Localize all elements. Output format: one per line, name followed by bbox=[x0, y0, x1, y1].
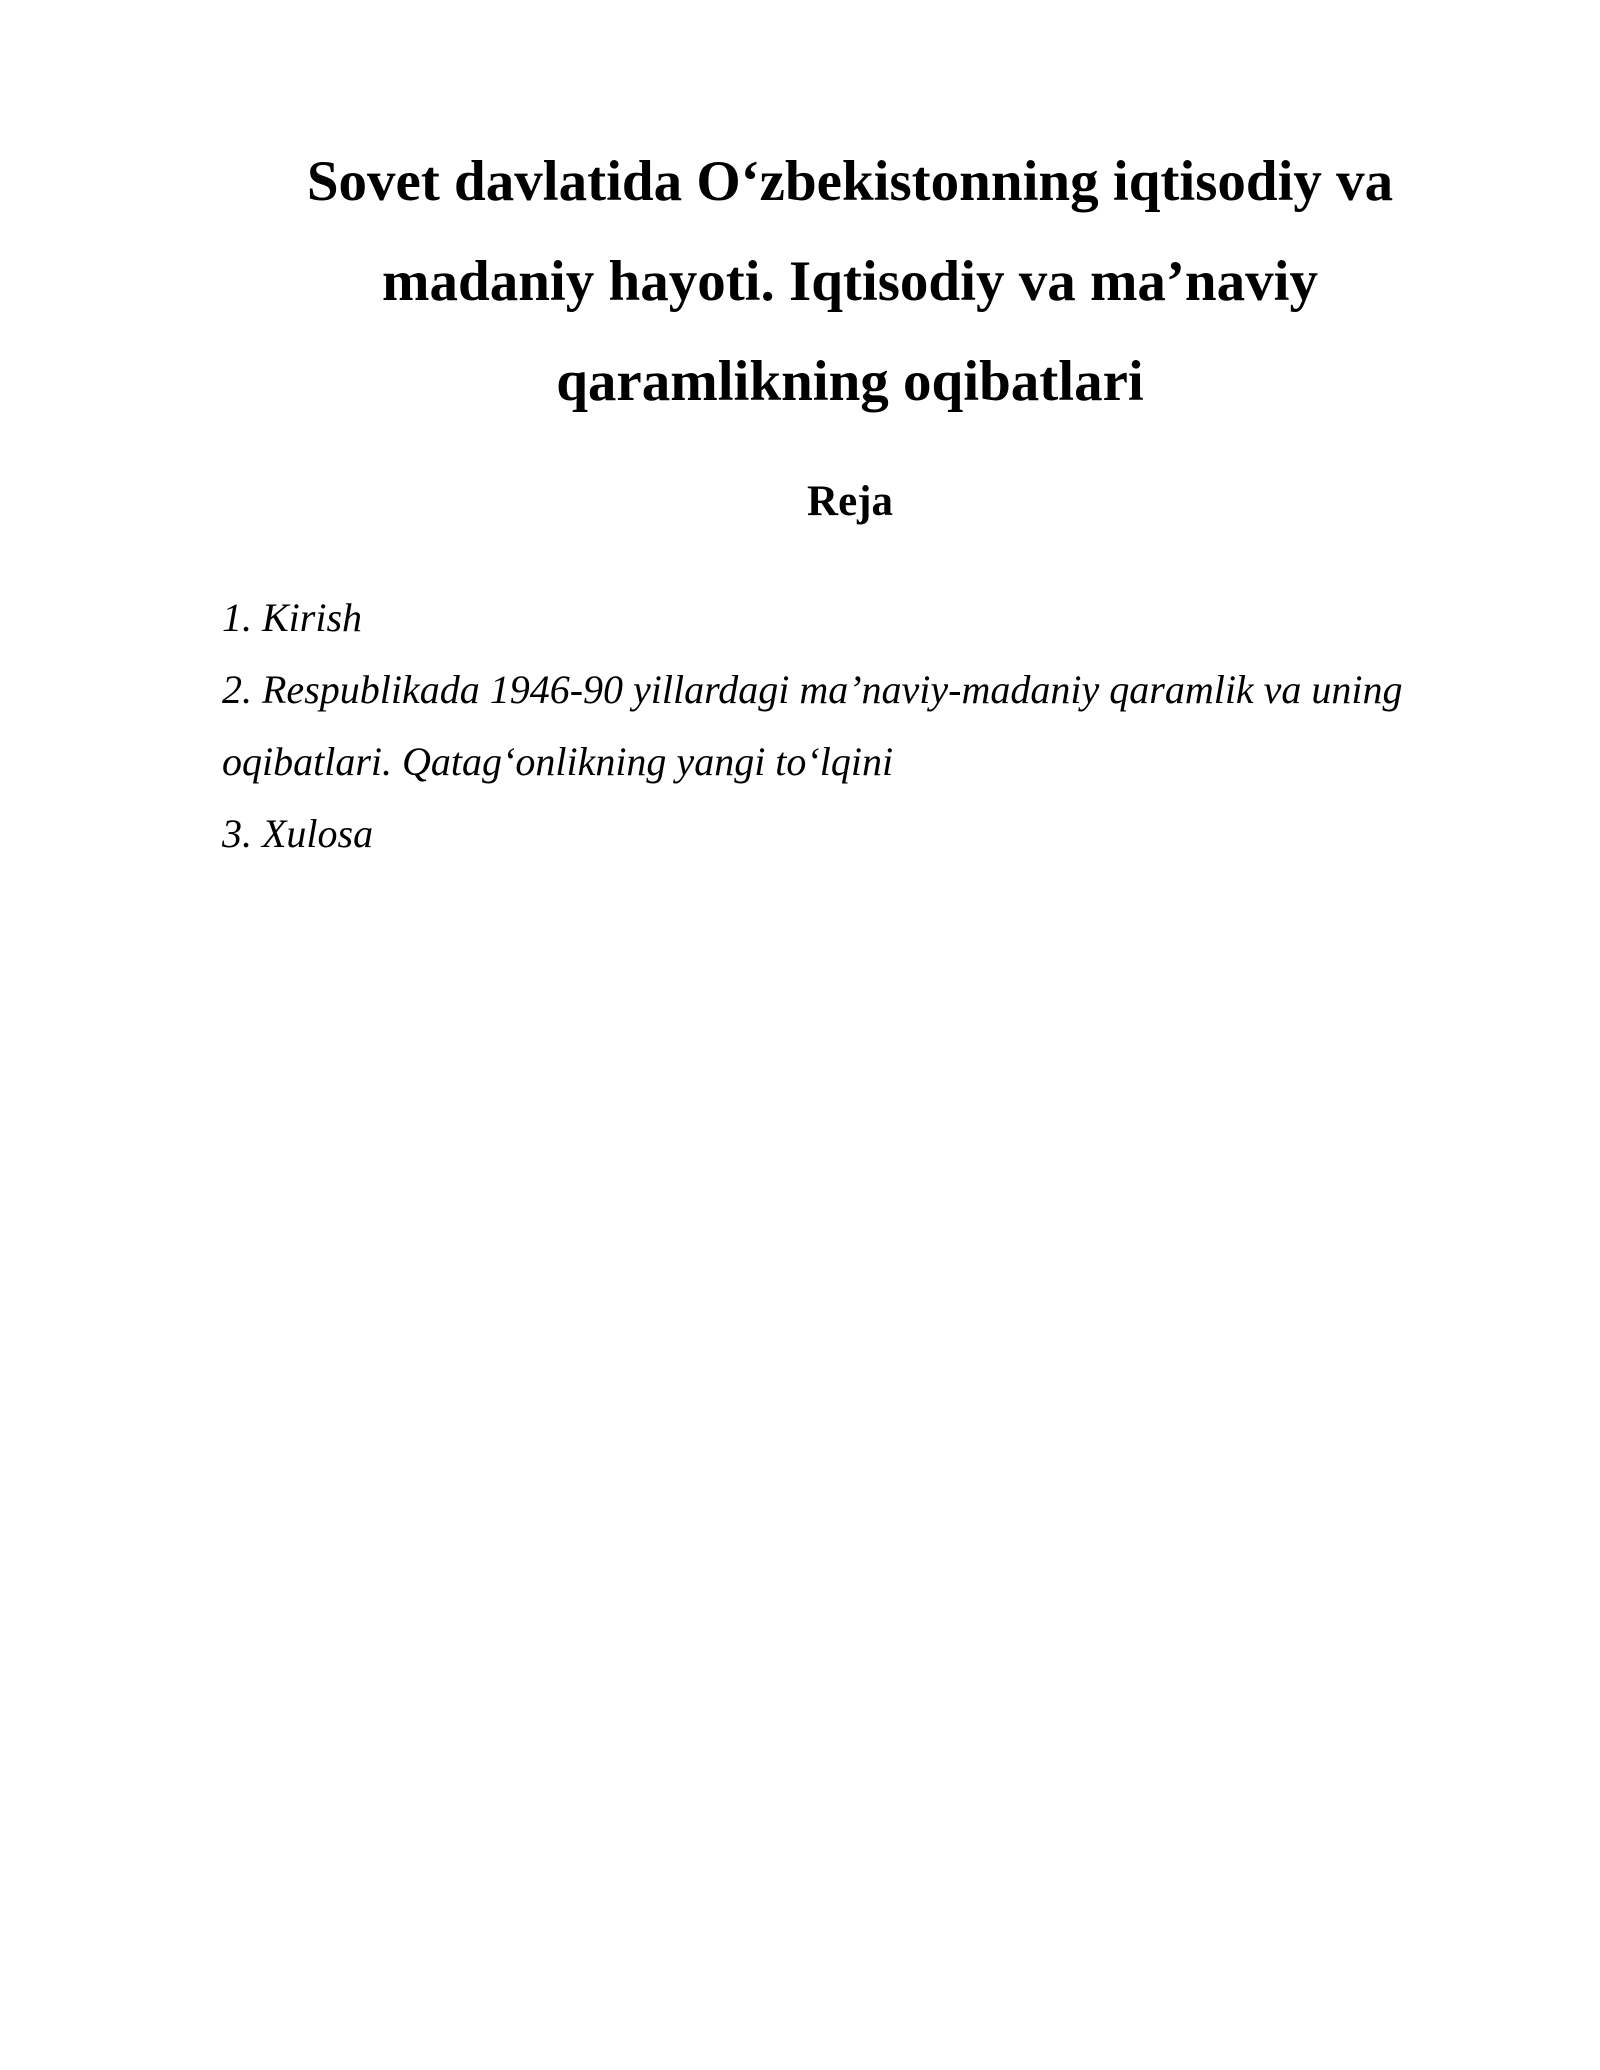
title-line: qaramlikning oqibatlari bbox=[556, 350, 1144, 413]
plan-item-conclusion bbox=[222, 798, 1482, 870]
plan-item-line: 3. Xulosa bbox=[222, 811, 374, 856]
title-line: madaniy hayoti. Iqtisodiy va ma’naviy bbox=[382, 250, 1318, 313]
document-title bbox=[260, 132, 1440, 432]
plan-item-line: 1. Kirish bbox=[222, 595, 363, 640]
plan-item-main-topic bbox=[222, 654, 1482, 798]
plan-item-line: oqibatlari. Qatag‘onlikning yangi to‘lqini bbox=[222, 739, 894, 784]
plan-list bbox=[222, 582, 1482, 870]
title-line: Sovet davlatida O‘zbekistonning iqtisodiy va bbox=[306, 150, 1394, 213]
plan-item-line: 2. Respublikada 1946-90 yillardagi ma’naviy-madaniy qaramlik va uning bbox=[222, 667, 1403, 712]
plan-item-introduction bbox=[222, 582, 1482, 654]
plan-heading: Reja bbox=[807, 478, 893, 525]
